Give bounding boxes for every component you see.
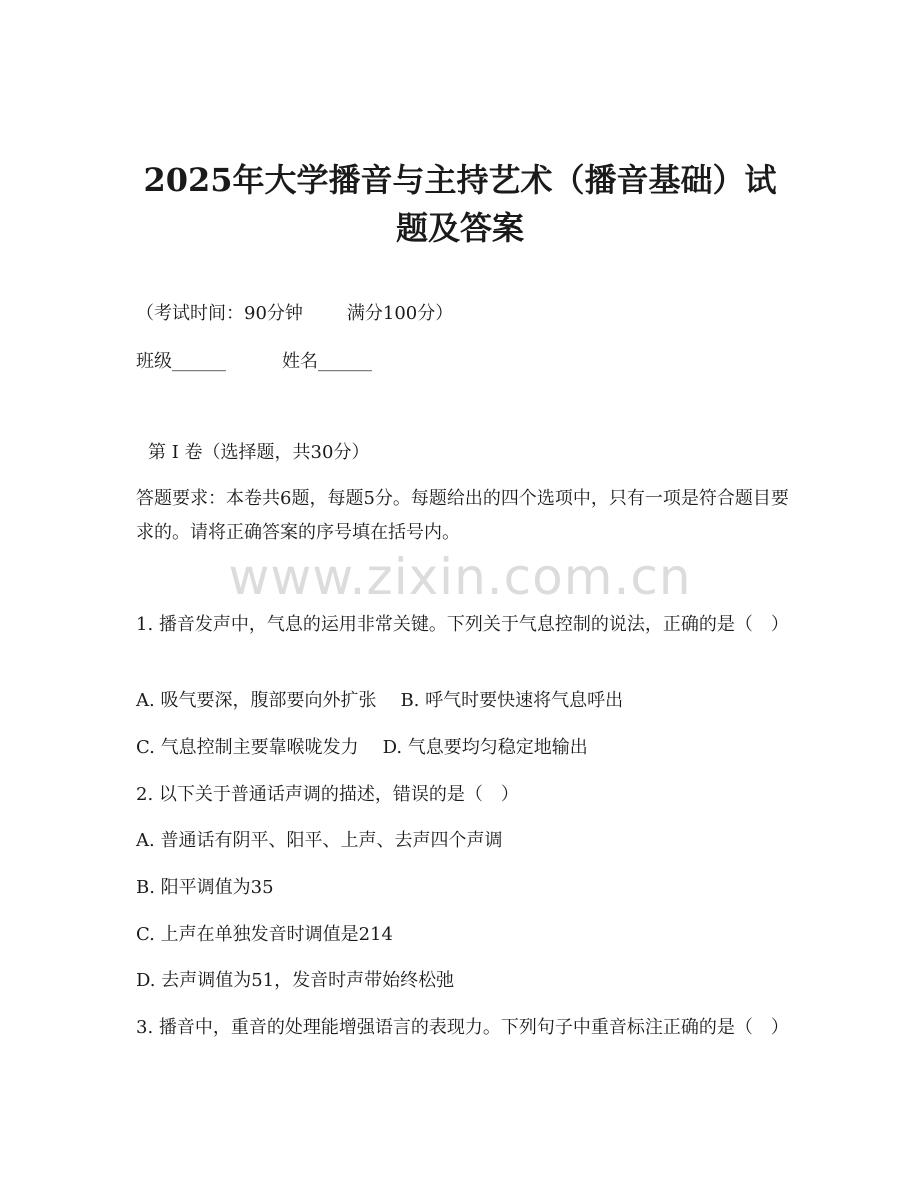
section-instructions: 答题要求：本卷共6题，每题5分。每题给出的四个选项中，只有一项是符合题目要求的。请将正确答案的序号填在括号内。: [136, 488, 789, 543]
document-title-line-1: 2025年大学播音与主持艺术（播音基础）试: [143, 161, 777, 199]
question-1-option-b: B. 呼气时要快速将气息呼出: [400, 690, 624, 711]
question-2-option-c: C. 上声在单独发音时调值是214: [136, 924, 393, 945]
question-2-option-b: B. 阳平调值为35: [136, 877, 274, 898]
document-title-line-2: 题及答案: [395, 209, 524, 247]
exam-total-score: 满分100分）: [346, 303, 454, 324]
question-2-option-d: D. 去声调值为51，发音时声带始终松弛: [136, 970, 455, 991]
exam-time: （考试时间：90分钟: [136, 303, 303, 324]
question-1-stem: 1. 播音发声中，气息的运用非常关键。下列关于气息控制的说法，正确的是（ ）: [136, 614, 789, 635]
question-2-option-a: A. 普通话有阴平、阳平、上声、去声四个声调: [136, 830, 503, 851]
question-1-options-row-1: [136, 689, 796, 713]
question-1-option-a: A. 吸气要深，腹部要向外扩张: [136, 690, 377, 711]
question-1-option-d: D. 气息要均匀稳定地输出: [382, 737, 588, 758]
question-2-stem: 2. 以下关于普通话声调的描述，错误的是（ ）: [136, 784, 519, 805]
class-field: 班级______: [136, 351, 226, 372]
student-info: [136, 350, 796, 374]
exam-info: [136, 302, 796, 326]
name-field: 姓名______: [282, 351, 372, 372]
watermark: www.zixin.com.cn: [228, 548, 692, 606]
question-1-option-c: C. 气息控制主要靠喉咙发力: [136, 737, 359, 758]
question-1-options-row-2: [136, 736, 796, 760]
section-heading: 第 I 卷（选择题，共30分）: [148, 442, 370, 463]
question-3-stem: 3. 播音中，重音的处理能增强语言的表现力。下列句子中重音标注正确的是（ ）: [136, 1017, 789, 1038]
